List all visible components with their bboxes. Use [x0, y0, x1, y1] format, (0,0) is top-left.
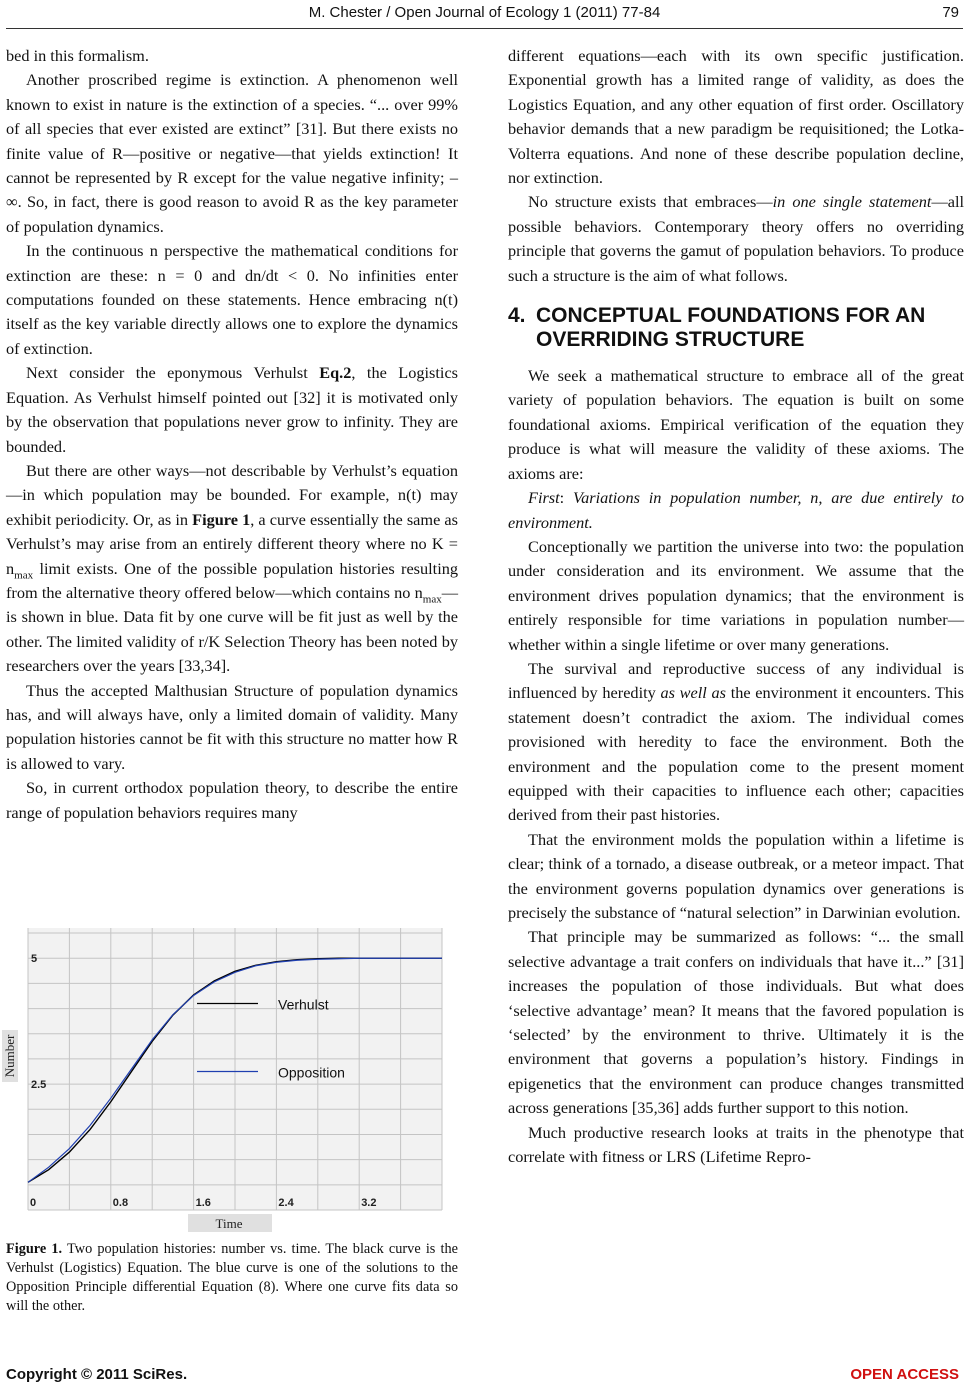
paragraph: We seek a mathematical structure to embrace all of the great variety of population behaviors. The equation is built on some foundational axioms. Empirical verification of the equation they produce is what will measure the validity of these axioms. The axioms are:	[508, 366, 964, 483]
paragraph: So, in current orthodox population theory, to describe the entire range of population behaviors requires many	[6, 778, 458, 822]
caption-label: Figure 1.	[6, 1241, 63, 1257]
x-tick-label: 0	[30, 1197, 37, 1209]
text-run: No structure exists that embraces—	[528, 192, 773, 212]
x-tick-label: 1.6	[195, 1197, 211, 1209]
subscript: max	[14, 568, 34, 581]
right-column	[508, 44, 964, 1169]
text-run: The survival and reproductive success of any individual is influenced by heredity	[508, 658, 964, 703]
emphasis: as well as	[660, 683, 726, 703]
left-column	[6, 44, 458, 825]
paragraph: bed in this formalism.	[6, 46, 149, 65]
axiom-text: Variations in population number, n, are due entirely to environment.	[508, 488, 964, 532]
text-run: , a curve essentially the same as Verhulst’s may arise from an entirely different theory where no K = n	[6, 509, 458, 578]
x-tick-label: 2.4	[278, 1197, 294, 1209]
legend-label-opposition: Opposition	[278, 1064, 345, 1081]
emphasis: in one single statement	[772, 192, 932, 212]
text-run: —is shown in blue. Data fit by one curve will be fit just as well by the other. The limited validity of r/K Selection Theory has been noted by researchers over the years [33,34].	[6, 582, 458, 676]
paragraph: Much productive research looks at traits in the phenotype that correlate with fitness or LRS (Lifetime Repro-	[508, 1122, 964, 1167]
running-title: M. Chester / Open Journal of Ecology 1 (2011) 77-84	[308, 4, 661, 21]
paragraph: Thus the accepted Malthusian Structure of population dynamics has, and will always have, only a limited domain of validity. Many population histories cannot be fit with this structure no matter how R is allowed to vary.	[6, 680, 458, 773]
y-tick-label: 2.5	[31, 1079, 47, 1092]
paragraph: Conceptionally we partition the universe into two: the population under consideration and its environment. We assume that the environment drives population dynamics; that the environment is entirely responsible for time variations in population number—whether within a single lifetime or over many generations.	[508, 536, 964, 654]
text-run: the environment it encounters. This statement doesn’t contradict the axiom. The individual comes provisioned with heredity to face the environment. Both the environment and the population come to the present moment equipped with their capacities to influence each other; capacities derived from their past histories.	[508, 683, 965, 825]
paragraph: In the continuous n perspective the mathematical conditions for extinction are these: n = 0 and dn/dt < 0. No infinities enter computations founded on these statements. Hence embracing n(t) itself as the key variable directly allows one to explore the dynamics of extinction.	[6, 241, 458, 358]
text-run: :	[559, 488, 573, 508]
paragraph: Another proscribed regime is extinction. A phenomenon well known to exist in nature is the extinction of a species. “... over 99% of all species that ever existed are extinct” [31]. But there exists no finite value of R—positive or negative—that yields extinction! It cannot be represented by R except for the value negative infinity; –∞. So, in fact, there is good reason to avoid R as the key parameter of population dynamics.	[6, 70, 458, 236]
y-tick-label: 5	[31, 953, 38, 966]
caption-text: Two population histories: number vs. time. The black curve is the Verhulst (Logistics) Equation. The blue curve is one of the solutions to the Opposition Principle differential Equation (8). Where one curve fits data so will the other.	[6, 1241, 458, 1314]
section-heading	[508, 304, 964, 352]
figure-caption	[6, 1240, 458, 1316]
section-title: CONCEPTUAL FOUNDATIONS FOR AN OVERRIDING STRUCTURE	[536, 304, 926, 352]
text-run: , the Logistics Equation. As Verhulst himself pointed out [32] it is motivated only by the observation that populations never grow to infinity. They are bounded.	[6, 363, 459, 456]
paragraph	[6, 459, 458, 679]
copyright-notice: Copyright © 2011 SciRes.	[6, 1366, 188, 1383]
page-header	[0, 0, 969, 32]
subscript: max	[422, 593, 442, 606]
paragraph: different equations—each with its own specific justification. Exponential growth has a limited range of validity, as does the Logistics Equation, and any other equation of first order. Oscillatory behavior demands that a new paradigm be requisitioned; the Lotka-Volterra equations. And none of these describe population decline, nor extinction.	[508, 46, 964, 188]
axiom-lead: First	[528, 488, 560, 508]
x-tick-label: 3.2	[361, 1197, 377, 1209]
open-access-label: OPEN ACCESS	[850, 1366, 959, 1383]
text-run: Next consider the eponymous Verhulst	[26, 363, 320, 383]
x-axis-label: Time	[215, 1216, 243, 1231]
header-rule	[6, 28, 963, 29]
text-run: limit exists. One of the possible population histories resulting from the alternative theory offered below—which contains no n	[6, 558, 458, 602]
x-tick-label: 0.8	[112, 1197, 129, 1209]
legend-label-verhulst: Verhulst	[278, 996, 329, 1013]
paragraph	[508, 486, 964, 535]
y-axis-label: Number	[2, 1034, 17, 1078]
paragraph: That the environment molds the population within a lifetime is clear; think of a tornado, a disease outbreak, or a meteor impact. That the environment governs population dynamics over generations is precisely the substance of “natural selection” in Darwinian evolution.	[508, 829, 964, 922]
figure-ref: Figure 1	[192, 509, 251, 529]
text-run: —all possible behaviors. Contemporary theory offers no overriding principle that governs the gamut of population behaviors. To produce such a structure is the aim of what follows.	[508, 192, 965, 285]
equation-ref: Eq.2	[319, 363, 352, 383]
paragraph	[6, 361, 458, 459]
paragraph	[508, 190, 964, 288]
figure-1	[0, 920, 460, 1240]
paragraph: That principle may be summarized as follows: “... the small selective advantage a trait confers on individuals that have it...” [31] increases the population of those individuals. But what does ‘selective advantage’ mean? It means that the favored population is ‘selected’ by the environment to thrive. Ultimately it is the environment that governs a population’s history. Findings in epigenetics that the environment can produce changes transmitted across generations [35,36] adds further support to this notion.	[508, 927, 964, 1118]
text-run: But there are other ways—not describable by Verhulst’s equation—in which population may be bounded. For example, n(t) may exhibit periodicity. Or, as in	[6, 460, 458, 529]
population-chart	[0, 920, 460, 1240]
paragraph	[508, 657, 964, 828]
section-number: 4.	[508, 304, 526, 328]
page-number: 79	[942, 4, 959, 21]
